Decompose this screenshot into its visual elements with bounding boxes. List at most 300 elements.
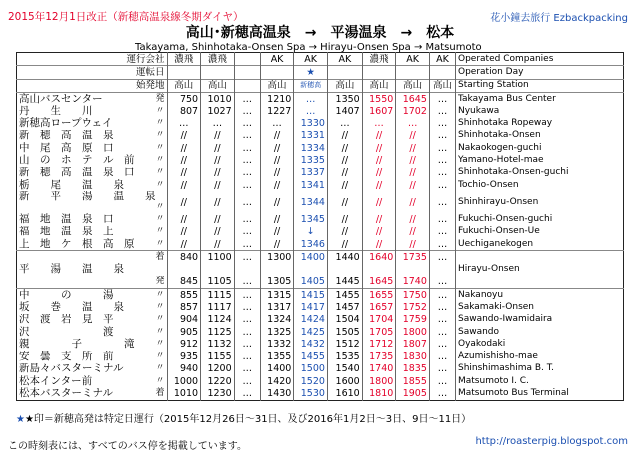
company-cell: 濃飛 <box>167 53 201 66</box>
time-cell: 1455 <box>294 351 328 363</box>
day-cell <box>396 66 430 79</box>
time-cell: 1520 <box>294 375 328 387</box>
time-cell: // <box>362 238 396 251</box>
stop-mark: 発 <box>155 276 165 287</box>
stop-name <box>17 238 168 251</box>
time-cell: 1330 <box>294 117 328 129</box>
time-cell: 1100 <box>201 251 235 264</box>
origin-label: 始発地 <box>17 79 168 92</box>
stop-mark: 〃 <box>155 226 165 237</box>
stop-mark: 〃 <box>155 238 165 249</box>
stop-name-en: Uechiganekogen <box>456 238 624 251</box>
time-cell: … <box>429 238 455 251</box>
origin-cell: 新穂高 <box>294 79 328 92</box>
time-cell: … <box>429 276 455 289</box>
time-cell: // <box>362 167 396 179</box>
day-cell <box>362 66 396 79</box>
stop-name-en: Sawando-Iwamidaira <box>456 314 624 326</box>
time-cell: // <box>260 226 294 238</box>
stop-name <box>17 375 168 387</box>
time-cell: … <box>260 117 294 129</box>
time-cell: 1344 <box>294 191 328 213</box>
time-cell: 1355 <box>260 351 294 363</box>
time-cell: // <box>167 179 201 191</box>
time-cell <box>327 263 362 275</box>
stop-name <box>17 191 168 213</box>
stop-mark: 〃 <box>155 142 165 153</box>
stop-mark: 〃 <box>155 130 165 141</box>
stop-name-en <box>456 276 624 289</box>
stop-name-jp: 福 地 温 泉 上 <box>19 225 114 238</box>
time-cell: // <box>362 130 396 142</box>
time-cell: 1132 <box>201 338 235 350</box>
time-cell: … <box>429 301 455 313</box>
day-cell <box>167 66 201 79</box>
stop-name <box>17 130 168 142</box>
company-cell: 濃飛 <box>201 53 235 66</box>
origin-cell: 高山 <box>362 79 396 92</box>
stop-name <box>17 314 168 326</box>
time-cell: // <box>260 154 294 166</box>
time-cell: … <box>429 154 455 166</box>
time-cell: 1324 <box>260 314 294 326</box>
time-cell: … <box>234 363 260 375</box>
credit: 花小鐘去旅行 Ezbackpacking <box>490 13 628 24</box>
time-cell: … <box>429 167 455 179</box>
company-cell: AK <box>260 53 294 66</box>
time-cell: … <box>429 351 455 363</box>
time-cell: 1640 <box>362 251 396 264</box>
stop-name-jp: 中 尾 高 原 口 <box>19 142 114 154</box>
time-cell <box>201 263 235 275</box>
time-cell: // <box>260 179 294 191</box>
time-cell: 1350 <box>327 92 362 105</box>
time-cell: … <box>429 251 455 264</box>
stop-name <box>17 326 168 338</box>
time-cell: // <box>396 130 430 142</box>
origin-cell: 高山 <box>167 79 201 92</box>
stop-name-jp: 中 の 湯 <box>19 288 114 301</box>
stop-mark: 〃 <box>155 118 165 129</box>
time-cell: 1400 <box>294 251 328 264</box>
time-cell: … <box>234 351 260 363</box>
stop-mark: 〃 <box>155 375 165 386</box>
time-cell: … <box>234 142 260 154</box>
time-cell: 807 <box>167 105 201 117</box>
time-cell: … <box>327 117 362 129</box>
time-cell: … <box>429 314 455 326</box>
time-cell: 1000 <box>167 375 201 387</box>
time-cell: 1530 <box>294 387 328 400</box>
time-cell: 1335 <box>294 154 328 166</box>
time-cell: 1800 <box>362 375 396 387</box>
time-cell: 1504 <box>327 314 362 326</box>
time-cell: 1702 <box>396 105 430 117</box>
time-cell: 1420 <box>260 375 294 387</box>
time-cell: 1210 <box>260 92 294 105</box>
time-cell: 1105 <box>201 276 235 289</box>
time-cell: 1540 <box>327 363 362 375</box>
day-cell <box>260 66 294 79</box>
time-cell: 935 <box>167 351 201 363</box>
stop-name-jp: 親 子 滝 <box>19 338 135 350</box>
time-cell: // <box>167 167 201 179</box>
stop-name <box>17 276 168 289</box>
time-cell: … <box>234 301 260 313</box>
time-cell: 1124 <box>201 314 235 326</box>
time-cell: 1010 <box>201 92 235 105</box>
time-cell: … <box>167 117 201 129</box>
time-cell: 1657 <box>362 301 396 313</box>
day-cell <box>429 66 455 79</box>
stop-name-en: Tochio-Onsen <box>456 179 624 191</box>
time-cell: … <box>429 142 455 154</box>
stop-name-jp: 新 穂 高 温 泉 <box>19 129 114 142</box>
time-cell: … <box>234 375 260 387</box>
time-cell: 1600 <box>327 375 362 387</box>
time-cell: 1810 <box>362 387 396 400</box>
company-cell: 濃飛 <box>362 53 396 66</box>
time-cell: … <box>234 326 260 338</box>
time-cell: … <box>234 167 260 179</box>
stop-name-en: Takayama Bus Center <box>456 92 624 105</box>
time-cell: 855 <box>167 289 201 302</box>
stop-name-jp: 高山バスセンター <box>19 92 103 105</box>
time-cell: … <box>234 238 260 251</box>
time-cell <box>260 263 294 275</box>
stop-mark: 〃 <box>155 155 165 166</box>
time-cell: … <box>396 117 430 129</box>
time-cell: // <box>201 226 235 238</box>
time-cell: // <box>201 142 235 154</box>
time-cell <box>294 263 328 275</box>
origin-en: Starting Station <box>456 79 624 92</box>
time-cell: // <box>362 191 396 213</box>
time-cell: // <box>167 213 201 225</box>
time-cell: // <box>167 191 201 213</box>
stop-mark: 〃 <box>155 314 165 325</box>
stop-name <box>17 263 168 275</box>
time-cell: … <box>234 105 260 117</box>
time-cell: 1455 <box>327 289 362 302</box>
stop-name <box>17 338 168 350</box>
time-cell: 1230 <box>201 387 235 400</box>
time-cell: … <box>429 117 455 129</box>
time-cell: 1512 <box>327 338 362 350</box>
time-cell: // <box>327 167 362 179</box>
company-cell: AK <box>396 53 430 66</box>
time-cell: … <box>201 117 235 129</box>
stop-name-en: Matsumoto I. C. <box>456 375 624 387</box>
origin-cell: 高山 <box>327 79 362 92</box>
stop-name-en: Shinhotaka-Onsen-guchi <box>456 167 624 179</box>
stop-name-jp: 福 地 温 泉 口 <box>19 213 114 225</box>
day-en: Operation Day <box>456 66 624 79</box>
time-cell: 1115 <box>201 289 235 302</box>
time-cell: 1800 <box>396 326 430 338</box>
time-cell: 1300 <box>260 251 294 264</box>
time-cell: 1740 <box>362 363 396 375</box>
time-cell: // <box>201 191 235 213</box>
time-cell: … <box>234 213 260 225</box>
time-cell: 905 <box>167 326 201 338</box>
time-cell: … <box>294 105 328 117</box>
time-cell: 845 <box>167 276 201 289</box>
stop-name-en: Shinhotaka Ropeway <box>456 117 624 129</box>
stop-name <box>17 226 168 238</box>
time-cell: … <box>234 338 260 350</box>
time-cell: 1425 <box>294 326 328 338</box>
time-cell: 750 <box>167 92 201 105</box>
time-cell: 1125 <box>201 326 235 338</box>
time-cell: … <box>429 326 455 338</box>
time-cell: 1332 <box>260 338 294 350</box>
stop-name <box>17 363 168 375</box>
time-cell: // <box>260 142 294 154</box>
time-cell: … <box>234 387 260 400</box>
time-cell <box>362 263 396 275</box>
time-cell: … <box>234 117 260 129</box>
stop-name <box>17 142 168 154</box>
time-cell: 1752 <box>396 301 430 313</box>
stop-name-jp: 丹 生 川 <box>19 105 93 117</box>
time-cell: … <box>429 191 455 213</box>
time-cell: 1500 <box>294 363 328 375</box>
time-cell: 1305 <box>260 276 294 289</box>
time-cell: // <box>260 191 294 213</box>
time-cell: 1705 <box>362 326 396 338</box>
time-cell: // <box>362 226 396 238</box>
stop-mark: 〃 <box>155 105 165 116</box>
stop-name-jp: 沢 渡 岩 見 平 <box>19 313 114 326</box>
origin-cell: 高山 <box>429 79 455 92</box>
stop-name-jp: 安 曇 支 所 前 <box>19 350 114 363</box>
stop-name-en: Sakamaki-Onsen <box>456 301 624 313</box>
time-cell: … <box>234 154 260 166</box>
time-cell: 1430 <box>260 387 294 400</box>
stop-name-en: Shinshimashima B. T. <box>456 363 624 375</box>
time-cell: 1759 <box>396 314 430 326</box>
stop-mark: 〃 <box>155 338 165 349</box>
stop-mark: 〃 <box>155 363 165 374</box>
time-cell: … <box>234 226 260 238</box>
time-cell: 1227 <box>260 105 294 117</box>
time-cell: // <box>327 179 362 191</box>
stop-name <box>17 351 168 363</box>
time-cell: // <box>201 130 235 142</box>
stop-name <box>17 301 168 313</box>
time-cell: … <box>429 226 455 238</box>
time-cell: // <box>167 154 201 166</box>
star-note: ★★印＝新穂高発は特定日運行（2015年12月26日～31日、及び2016年1月2日～3日、9日～11日） <box>16 414 472 425</box>
time-cell: // <box>396 213 430 225</box>
stop-name-en: Yamano-Hotel-mae <box>456 154 624 166</box>
time-cell: 1155 <box>201 351 235 363</box>
stop-name-jp: 松本バスターミナル <box>19 387 113 400</box>
time-cell: // <box>362 213 396 225</box>
time-cell: // <box>327 130 362 142</box>
time-cell: … <box>429 387 455 400</box>
time-cell: 1317 <box>260 301 294 313</box>
stop-name-jp: 松本インター前 <box>19 375 93 387</box>
day-cell <box>201 66 235 79</box>
title-japanese: 高山･新穂高温泉 → 平湯温泉 → 松本 <box>185 25 455 41</box>
time-cell: // <box>167 238 201 251</box>
time-cell: 840 <box>167 251 201 264</box>
stop-name-jp: 坂 巻 温 泉 <box>19 301 124 313</box>
time-cell: // <box>201 238 235 251</box>
stop-name-jp: 上 地 ケ 根 高 原 <box>19 237 135 250</box>
time-cell <box>429 263 455 275</box>
time-cell: 1010 <box>167 387 201 400</box>
time-cell: // <box>396 238 430 251</box>
time-cell: 1610 <box>327 387 362 400</box>
stop-name <box>17 213 168 225</box>
stop-name-en: Sawando <box>456 326 624 338</box>
stop-name-jp: 新 穂 高 温 泉 口 <box>19 166 135 179</box>
time-cell: // <box>396 191 430 213</box>
stop-mark: 着 <box>155 251 165 262</box>
blog-url[interactable]: http://roasterpig.blogspot.com <box>475 436 628 447</box>
time-cell: 1345 <box>294 213 328 225</box>
all-stops-note: この時刻表には、すべてのバス停を掲載しています。 <box>8 441 247 452</box>
time-cell: … <box>234 92 260 105</box>
time-cell: 1835 <box>396 363 430 375</box>
stop-name-jp: 新 平 湯 温 泉 <box>19 191 156 203</box>
time-cell: 1346 <box>294 238 328 251</box>
stop-name <box>17 92 168 105</box>
title-english: Takayama, Shinhotaka-Onsen Spa → Hirayu-Onsen Spa → Matsumoto <box>135 42 482 53</box>
stop-name <box>17 105 168 117</box>
stop-name <box>17 154 168 166</box>
stop-name-en: Nakaokogen-guchi <box>456 142 624 154</box>
time-cell: 1325 <box>260 326 294 338</box>
time-cell: // <box>260 213 294 225</box>
time-cell: // <box>167 130 201 142</box>
time-cell: // <box>327 226 362 238</box>
time-cell: 1505 <box>327 326 362 338</box>
time-cell: // <box>362 142 396 154</box>
time-cell: // <box>260 130 294 142</box>
stop-name-jp: 栃 尾 温 泉 <box>19 178 124 191</box>
stop-name-en: Hirayu-Onsen <box>456 263 624 275</box>
time-cell: 1445 <box>327 276 362 289</box>
time-cell: 940 <box>167 363 201 375</box>
stop-mark: 〃 <box>155 167 165 178</box>
stop-name-en: Nakanoyu <box>456 289 624 302</box>
origin-cell: 高山 <box>396 79 430 92</box>
time-cell: 1535 <box>327 351 362 363</box>
origin-cell: 高山 <box>260 79 294 92</box>
time-cell: // <box>362 179 396 191</box>
stop-name <box>17 387 168 400</box>
time-cell: 1740 <box>396 276 430 289</box>
time-cell: … <box>429 179 455 191</box>
origin-cell <box>234 79 260 92</box>
time-cell: 857 <box>167 301 201 313</box>
time-cell: // <box>396 142 430 154</box>
stop-mark: 〃 <box>155 213 165 224</box>
time-cell: … <box>294 92 328 105</box>
time-cell: 1337 <box>294 167 328 179</box>
stop-name-jp: 新穂高ロープウェイ <box>19 117 113 130</box>
time-cell: 1027 <box>201 105 235 117</box>
stop-name-jp: 平 湯 温 泉 <box>19 263 124 276</box>
time-cell: // <box>260 167 294 179</box>
origin-cell: 高山 <box>201 79 235 92</box>
stop-name-jp: 山 の ホ テ ル 前 <box>19 154 135 167</box>
time-cell: // <box>167 226 201 238</box>
time-cell: ↓ <box>294 226 328 238</box>
time-cell: … <box>234 289 260 302</box>
stop-mark: 〃 <box>155 179 165 190</box>
stop-mark: 発 <box>155 93 165 104</box>
stop-name-en: Fukuchi-Onsen-Ue <box>456 226 624 238</box>
time-cell: 1750 <box>396 289 430 302</box>
stop-mark: 〃 <box>155 301 165 312</box>
day-cell: ★ <box>294 66 328 79</box>
time-cell: // <box>260 238 294 251</box>
time-cell: // <box>396 226 430 238</box>
time-cell: … <box>234 251 260 264</box>
stop-name-en: Shinhotaka-Onsen <box>456 130 624 142</box>
time-cell: … <box>429 130 455 142</box>
time-cell: // <box>327 142 362 154</box>
time-cell: 1415 <box>294 289 328 302</box>
time-cell: … <box>234 191 260 213</box>
stop-name-en: Oyakodaki <box>456 338 624 350</box>
stop-name <box>17 289 168 302</box>
stop-mark: 〃 <box>155 289 165 300</box>
time-cell <box>167 263 201 275</box>
time-cell: 1645 <box>396 92 430 105</box>
time-cell: … <box>234 179 260 191</box>
time-cell: 1735 <box>362 351 396 363</box>
time-cell: 1117 <box>201 301 235 313</box>
time-cell: 1331 <box>294 130 328 142</box>
time-cell: 1855 <box>396 375 430 387</box>
time-cell: 1830 <box>396 351 430 363</box>
time-cell: // <box>201 154 235 166</box>
time-cell: … <box>429 363 455 375</box>
time-cell: // <box>201 213 235 225</box>
time-cell: 1424 <box>294 314 328 326</box>
time-cell: // <box>327 154 362 166</box>
revision-note: 2015年12月1日改正（新穂高温泉線冬期ダイヤ） <box>8 11 244 23</box>
time-cell: 1334 <box>294 142 328 154</box>
day-cell <box>234 66 260 79</box>
time-cell: 1807 <box>396 338 430 350</box>
stop-name <box>17 117 168 129</box>
company-cell: AK <box>327 53 362 66</box>
time-cell: 1550 <box>362 92 396 105</box>
time-cell: 1607 <box>362 105 396 117</box>
time-cell: … <box>234 314 260 326</box>
stop-mark: 〃 <box>155 202 165 213</box>
time-cell: 1315 <box>260 289 294 302</box>
time-cell: // <box>327 213 362 225</box>
time-cell: … <box>362 117 396 129</box>
time-cell: 912 <box>167 338 201 350</box>
time-cell: 1405 <box>294 276 328 289</box>
stop-mark: 〃 <box>155 351 165 362</box>
day-label: 運転日 <box>17 66 168 79</box>
company-en: Operated Companies <box>456 53 624 66</box>
time-cell: 1200 <box>201 363 235 375</box>
stop-name-en: Fukuchi-Onsen-guchi <box>456 213 624 225</box>
time-cell: 1341 <box>294 179 328 191</box>
time-cell: // <box>396 154 430 166</box>
